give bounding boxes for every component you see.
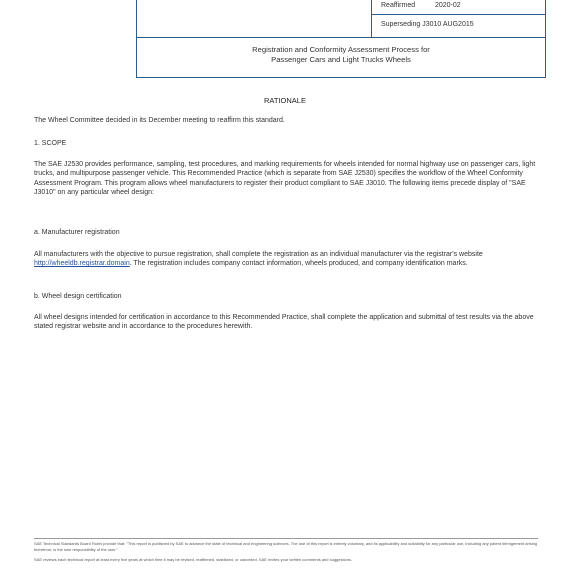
- document-title: [137, 45, 545, 65]
- title-line-2: Passenger Cars and Light Trucks Wheels: [271, 55, 411, 64]
- reaffirmed-date: 2020-02: [434, 2, 461, 9]
- wheel-design-certification-body: All wheel designs intended for certification in accordance to this Recommended Practice, shall complete the application and submittal of test results via the above stated registrar website and in accordance to the procedures herewith.: [34, 314, 534, 331]
- footer-divider: [34, 538, 538, 539]
- manufacturer-registration-body: [34, 250, 538, 269]
- header-info-row: [137, 0, 545, 38]
- reaffirmed-label: Reaffirmed: [381, 2, 416, 9]
- reaffirmed-row: [381, 2, 461, 9]
- document-header-box: [136, 0, 546, 78]
- registrar-website-link[interactable]: http://wheeldb.registrar.domain: [34, 260, 130, 268]
- footer-disclaimer: SAE Technical Standards Board Rules provide that: "This report is published by SAE to advance the state of technical and engineering sciences. The use of this report is entirely voluntary, and its applicability and suitability for any particular use, including any patent infringement arising therefrom, is the sole responsibility of the user.": [34, 541, 538, 552]
- header-divider: [371, 0, 372, 37]
- registration-text-before-link: All manufacturers with the objective to pursue registration, shall complete the registration as an individual manufacturer via the registrar's website: [34, 251, 483, 258]
- footer-review-notice: SAE reviews each technical report at least every five years at which time it may be revised, reaffirmed, stabilized, or cancelled. SAE invites your written comments and suggestions.: [34, 557, 353, 562]
- rationale-body: The Wheel Committee decided in its December meeting to reaffirm this standard.: [34, 117, 285, 124]
- meta-divider: [372, 14, 546, 15]
- superseding-row: [381, 21, 474, 28]
- registration-text-after-link: . The registration includes company contact information, wheels produced, and company identification marks.: [129, 260, 468, 268]
- manufacturer-registration-heading: a. Manufacturer registration: [34, 229, 120, 236]
- rationale-heading: RATIONALE: [264, 96, 306, 105]
- scope-heading: 1. SCOPE: [34, 140, 67, 147]
- superseding-text: Superseding J3010 AUG2015: [381, 21, 474, 28]
- scope-body: The SAE J2530 provides performance, sampling, test procedures, and marking requirements for wheels intended for normal highway use on passenger cars, light trucks, and multipurpose passenger vehicle. This Recommended Practice (which is separate from SAE J2530) specifies the workflow of the Wheel Conformity Assessment Program. This program allows wheel manufacturers to register their product compliant to SAE J3010. The following items precede display of "SAE J3010" on any particular wheel design:: [34, 161, 536, 197]
- title-line-1: Registration and Conformity Assessment Process for: [252, 45, 430, 54]
- wheel-design-certification-heading: b. Wheel design certification: [34, 293, 122, 300]
